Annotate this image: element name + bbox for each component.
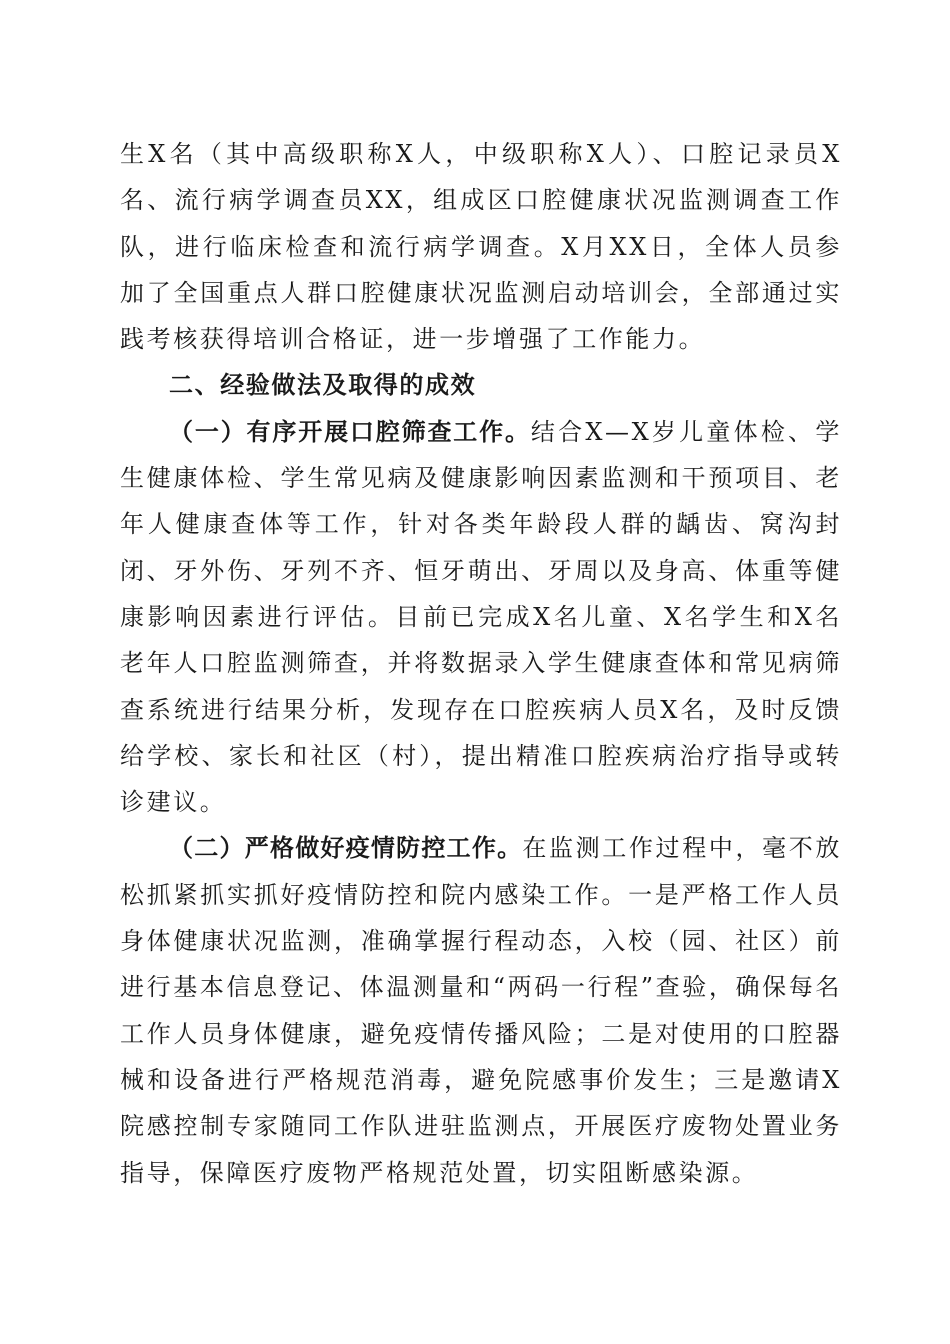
paragraph-staffing: 生X名（其中高级职称X人，中级职称X人）、口腔记录员X名、流行病学调查员XX，组成区口腔健康状况监测调查工作队，进行临床检查和流行病学调查。X月XX日，全体人员参加了全国重点人群口腔健康状况监测启动培训会，全部通过实践考核获得培训合格证，进一步增强了工作能力。 [120,140,842,354]
paragraph-epidemic-control [120,825,842,1195]
paragraph-screening-text: 结合X—X岁儿童体检、学生健康体检、学生常见病及健康影响因素监测和干预项目、老年人健康查体等工作，针对各类年龄段人群的龋齿、窝沟封闭、牙外伤、牙列不齐、恒牙萌出、牙周以及身高、体重等健康影响因素进行评估。目前已完成X名儿童、X名学生和X名老年人口腔监测筛查，并将数据录入学生健康查体和常见病筛查系统进行结果分析，发现存在口腔疾病人员X名，及时反馈给学校、家长和社区（村），提出精准口腔疾病治疗指导或转诊建议。 [120,417,842,817]
paragraph-epidemic-control-lead: （二）严格做好疫情防控工作。 [169,834,523,863]
paragraph-screening [120,409,842,826]
section-heading-experience: 二、经验做法及取得的成效 [169,371,477,400]
paragraph-epidemic-control-text: 在监测工作过程中，毫不放松抓紧抓实抓好疫情防控和院内感染工作。一是严格工作人员身体健康状况监测，准确掌握行程动态，入校（园、社区）前进行基本信息登记、体温测量和“两码一行程”查验，确保每名工作人员身体健康，避免疫情传播风险；二是对使用的口腔器械和设备进行严格规范消毒，避免院感事价发生；三是邀请X院感控制专家随同工作队进驻监测点，开展医疗废物处置业务指导，保障医疗废物严格规范处置，切实阻断感染源。 [120,834,842,1187]
paragraph-screening-lead: （一）有序开展口腔筛查工作。 [169,417,531,446]
document-body [120,131,842,1196]
